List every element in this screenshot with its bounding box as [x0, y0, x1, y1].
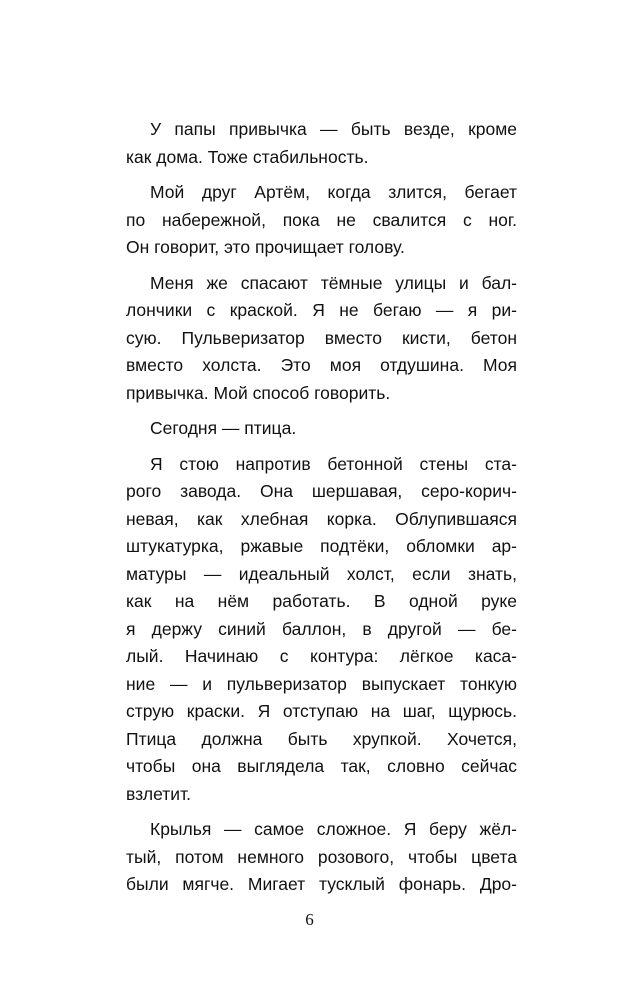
paragraph	[126, 816, 517, 899]
text-line: как на нём работать. В одной руке	[126, 591, 517, 611]
paragraph	[126, 451, 517, 809]
text-line: Крылья — самое сложное. Я беру жёл-	[150, 819, 517, 839]
page-number: 6	[305, 910, 314, 929]
paragraph	[126, 116, 517, 171]
text-line: ние — и пульверизатор выпускает тонкую	[126, 673, 517, 694]
text-line: струю краски. Я отступаю на шаг, щурюсь.	[126, 701, 517, 721]
paragraph	[126, 270, 517, 408]
text-line: У папы привычка — быть везде, кроме	[150, 119, 517, 139]
text-line: лончики с краской. Я не бегаю — я ри-	[126, 300, 517, 320]
text-line: невая, как хлебная корка. Облупившаяся	[126, 508, 517, 529]
text-line: тый, потом немного розового, чтобы цвета	[126, 846, 517, 867]
text-line: матуры — идеальный холст, если знать,	[126, 563, 517, 584]
text-line: сую. Пульверизатор вместо кисти, бетон	[126, 327, 517, 348]
text-line: вместо холста. Это моя отдушина. Моя	[126, 355, 517, 375]
text-line: Птица должна быть хрупкой. Хочется,	[126, 728, 517, 749]
paragraph	[126, 415, 517, 443]
text-line: Я стою напротив бетонной стены ста-	[150, 453, 517, 474]
text-line: как дома. Тоже стабильность.	[126, 146, 369, 167]
text-line: Он говорит, это прочищает голову.	[126, 237, 405, 257]
text-line: штукатурка, ржавые подтёки, обломки ар-	[126, 536, 517, 556]
body-text	[126, 116, 517, 907]
paragraph	[126, 179, 517, 262]
text-line: чтобы она выглядела так, словно сейчас	[126, 756, 517, 776]
text-line: я держу синий баллон, в другой — бе-	[126, 618, 517, 639]
text-line: рого завода. Она шершавая, серо-корич-	[126, 481, 517, 501]
text-line: по набережной, пока не свалится с ног.	[126, 209, 517, 230]
text-line: Меня же спасают тёмные улицы и бал-	[150, 272, 517, 293]
text-line: были мягче. Мигает тусклый фонарь. Дро-	[126, 874, 517, 894]
text-line: взлетит.	[126, 783, 192, 804]
text-line: лый. Начинаю с контура: лёгкое каса-	[126, 646, 517, 666]
text-line: привычка. Мой способ говорить.	[126, 382, 391, 403]
text-line: Мой друг Артём, когда злится, бегает	[150, 182, 517, 202]
text-line: Сегодня — птица.	[150, 418, 297, 438]
